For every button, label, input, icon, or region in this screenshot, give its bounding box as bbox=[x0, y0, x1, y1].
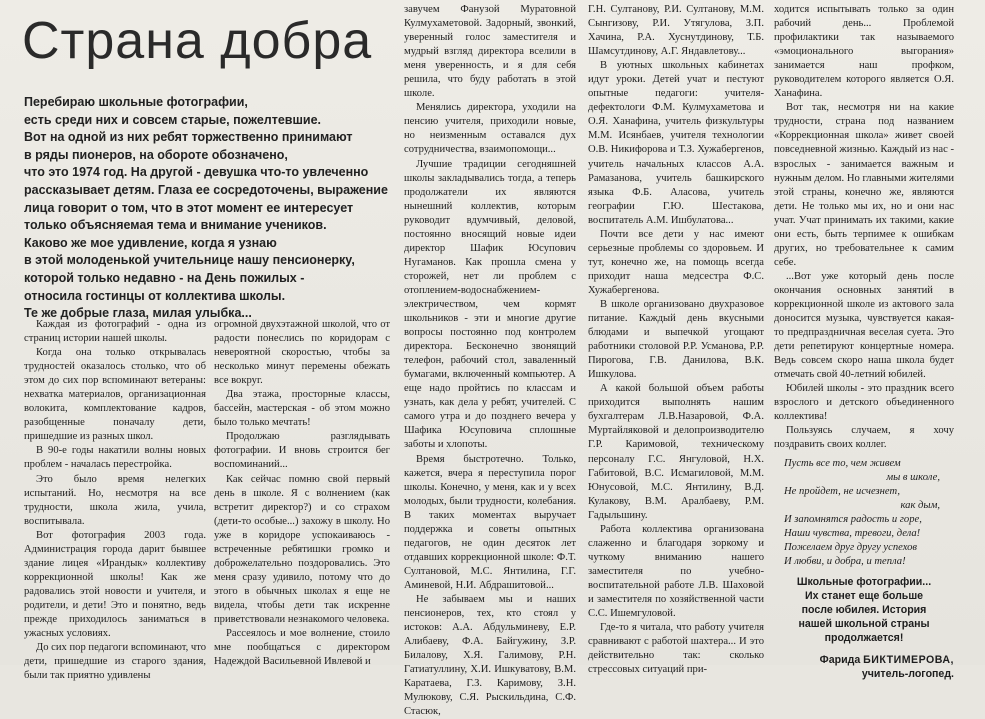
paragraph: Пользуясь случаем, я хочу поздравить своих коллег. bbox=[774, 425, 954, 451]
lead-line: относила гостинцы от коллектива школы. bbox=[24, 288, 286, 303]
article-title: Страна добра bbox=[22, 12, 373, 70]
lead-line: Каково же мое удивление, когда я узнаю bbox=[24, 235, 277, 250]
closing-statement bbox=[774, 575, 954, 645]
paragraph: Лучшие традиции сегодняшней школы закладывались тогда, а теперь продолжатели их являются нынешний коллектив, которым руководит вдумчивый, деловой, постоянно вносящий новые идеи директор Шафик Юсупович Нугаманов. Как прошла смена у сторожей, нет ли проблем с отоплением-водоснабжением-электричеством, чем кормят школьников - эти и многие другие вопросы постоянно под контролем директора. Бесконечно звонящий телефон, рабочий стол, заваленный бумагами, включенный компьютер. А еще надо пройтись по классам и узнать, как дела у ребят, учителей. С самого утра и до позднего вечера у Шафика Юсуповича сплошные заботы и хлопоты. bbox=[404, 158, 576, 451]
paragraph: Юбилей школы - это праздник всего взрослого и детского объединенного коллектива! bbox=[774, 383, 954, 423]
paragraph: Г.Н. Султанову, Р.И. Султанову, М.М. Сынгизову, Р.И. Утягулова, З.П. Хачина, Р.А. Хуснутдинову, Т.Б. Шамсутдинову, А.Г. Яндавлетову... bbox=[588, 4, 764, 58]
closing-line: Школьные фотографии... bbox=[796, 575, 932, 588]
paragraph: ...Вот уже который день после окончания основных занятий в коррекционной школе из актового зала доносится музыка, чувствуется какая-то предпраздничная веселая суета. Это дети репетируют концертные номера. Ведь совсем скоро наша школа будет отмечать свой 40-летний юбилей. bbox=[774, 270, 954, 381]
closing-line: Их станет еще больше bbox=[804, 589, 924, 602]
paragraph: огромной двухэтажной школой, что от радости понеслись по коридорам с невероятной скоростью, чтобы за несколько минут перемены обежать все вокруг. bbox=[214, 319, 390, 387]
text-column-4 bbox=[588, 3, 764, 677]
author-last-name: БИКТИМЕРОВА, bbox=[863, 653, 954, 666]
lead-line: в ряды пионеров, на обороте обозначено, bbox=[24, 147, 288, 162]
paragraph: В уютных школьных кабинетах идут уроки. Детей учат и пестуют опытные педагоги: учителя-дефектологи Ф.М. Кулмухаметова и О.Я. Ханафина, учитель физкультуры М.М. Исянбаев, учителя технологии О.В. Никифорова и Т.З. Хужабергенов, учитель начальных классов А.А. Рамазанова, учитель башкирского языка Ф.Б. Аласова, учитель географии Г.Ю. Шестакова, воспитатель А.М. Ишбулатова... bbox=[588, 60, 764, 226]
lead-line: рассказывает детям. Глаза ее сосредоточены, выражение bbox=[24, 182, 388, 197]
text-column-2 bbox=[214, 318, 390, 669]
lead-line: Перебираю школьные фотографии, bbox=[24, 95, 248, 109]
poem-line: как дым, bbox=[900, 499, 940, 511]
lead-line: есть среди них и совсем старые, пожелтевшие. bbox=[24, 112, 322, 127]
closing-line: после юбилея. История bbox=[801, 603, 927, 616]
text-column-3 bbox=[404, 3, 576, 719]
paragraph: Это было время нелегких испытаний. Но, несмотря на все трудности, школа жила, учила, воспитывала. bbox=[24, 473, 206, 527]
author-name bbox=[774, 653, 954, 667]
lead-line: которой только недавно - на День пожилых - bbox=[24, 270, 305, 285]
poem-line: мы в школе, bbox=[886, 471, 940, 483]
author-first-name: Фарида bbox=[819, 653, 861, 666]
paragraph: Как сейчас помню свой первый день в школе. Я с волнением (как встретит директор?) и со страхом (дети-то особые...) захожу в школу. Но уже в коридоре успокаиваюсь - встреченные ребятишки громко и доброжелательно поздоровались. Это меня сразу удивило, потому что до этого в обычных школах я еще не видела, чтобы дети так искренне приветствовали незнакомого человека. bbox=[214, 473, 390, 625]
paragraph: ходится испытывать только за один рабочий день... Проблемой профилактики так называемого «эмоционального выгорания» занимается наш профком, руководителем которого является О.Я. Ханафина. bbox=[774, 4, 954, 100]
author-role: учитель-логопед. bbox=[861, 667, 954, 680]
lead-line: только объясняемая тема и внимание учеников. bbox=[24, 218, 327, 233]
paragraph: Не забываем мы и наших пенсионеров, тех, кто стоял у истоков: А.А. Абдульминеву, Е.Р. Алибаеву, Ф.А. Байгужину, З.Р. Билалову, Х.Я. Галимову, Р.Н. Гатиатуллину, Х.И. Ишкуватову, В.М. Каратаева, Г.З. Каримову, З.Н. Мулюкову, С.Я. Рыскильдина, С.Ф. Стасюк, bbox=[404, 593, 576, 718]
paragraph: завучем Фанузой Муратовной Кулмухаметовой. Задорный, звонкий, уверенный голос заместителя и мудрый взгляд директора вселили в меня уверенность, и я для себя решила, что буду работать в этой школе. bbox=[404, 4, 576, 100]
text-column-5 bbox=[774, 3, 954, 681]
paragraph: Почти все дети у нас имеют серьезные проблемы со здоровьем. И тут, конечно же, на помощь всегда приходит наша медсестра Ф.С. Хужабергенова. bbox=[588, 228, 764, 296]
paragraph: Рассеялось и мое волнение, стоило мне пообщаться с директором Надеждой Васильевной Ивлевой и bbox=[214, 628, 390, 668]
paragraph: Вот так, несмотря ни на какие трудности, страна под названием «Коррекционная школа» живет своей повседневной жизнью. Каждый из нас - взрослых - занимается важным и нужным делом. Но главными жителями этой страны, конечно же, являются дети. Не только мы их, но и они нас учат. Учат принимать их такими, какие они есть, быть терпимее к ошибкам других, но требовательнее к самим себе. bbox=[774, 102, 954, 268]
poem-line: Не пройдет, не исчезнет, bbox=[784, 485, 901, 497]
paragraph: До сих пор педагоги вспоминают, что дети, пришедшие из старого здания, были так приятно удивлены bbox=[24, 642, 206, 682]
lead-line: лица говорит о том, что в этот момент ее интересует bbox=[24, 200, 354, 215]
text-column-1 bbox=[24, 318, 206, 683]
paragraph: Менялись директора, уходили на пенсию учителя, приходили новые, но неизменным оставался дух сотрудничества, взаимопомощи... bbox=[404, 102, 576, 156]
lead-line: в этой молоденькой учительнице нашу пенсионерку, bbox=[24, 253, 355, 268]
poem bbox=[774, 457, 954, 569]
poem-line: Пусть все то, чем живем bbox=[784, 457, 901, 469]
closing-line: продолжается! bbox=[824, 631, 904, 644]
paragraph: Где-то я читала, что работу учителя сравнивают с работой шахтера... И это действительно так: сколько стрессовых ситуаций при- bbox=[588, 622, 764, 676]
poem-line: Наши чувства, тревоги, дела! bbox=[784, 527, 921, 539]
lead-line: Вот на одной из них ребят торжественно принимают bbox=[24, 130, 353, 145]
poem-line: Пожелаем друг другу успехов bbox=[784, 541, 918, 553]
paragraph: А какой большой объем работы приходится выполнять нашим бухгалтерам Л.В.Назаровой, Ф.А. Муртайляковой и делопроизводителю Г.Р. Каримовой, техническому персоналу Г.С. Янгуловой, Н.Х. Габитовой, В.С. Исмагиловой, М.М. Юнусовой, М.С. Янтилину, В.Д. Кулакову, В.М. Аралбаеву, Р.М. Гадыльшину. bbox=[588, 383, 764, 521]
author-signature bbox=[774, 653, 954, 681]
article-lead bbox=[24, 94, 394, 323]
paragraph: Продолжаю разглядывать фотографии. И вновь строится бег воспоминаний... bbox=[214, 431, 390, 471]
lead-line: что это 1974 год. На другой - девушка что-то увлеченно bbox=[24, 165, 369, 180]
paragraph: Каждая из фотографий - одна из страниц истории нашей школы. bbox=[24, 319, 206, 345]
lead-line: Те же добрые глаза, милая улыбка... bbox=[24, 306, 252, 321]
paragraph: Вот фотография 2003 года. Администрация города дарит бывшее здание лицея «Ирандык» коллективу коррекционной школы! Как же радовались этой новости и учителя, и родители, и дети! Это и понятно, ведь прежде приходилось заниматься в ужасных условиях. bbox=[24, 529, 206, 640]
poem-line: И любви, и добра, и тепла! bbox=[784, 555, 906, 567]
paragraph: В 90-е годы накатили волны новых проблем - началась перестройка. bbox=[24, 445, 206, 471]
paragraph: Два этажа, просторные классы, бассейн, мастерская - об этом можно было только мечтать! bbox=[214, 389, 390, 429]
poem-line: И запомнятся радость и горе, bbox=[784, 513, 922, 525]
closing-line: нашей школьной страны bbox=[798, 617, 930, 630]
paragraph: В школе организовано двухразовое питание. Каждый день вкусными блюдами и выпечкой угощают работники столовой Р.Р. Усманова, Р.Р. Пирогова, Г.В. Данилова, В.К. Ишкулова. bbox=[588, 298, 764, 381]
paragraph: Время быстротечно. Только, кажется, вчера я переступила порог школы. Конечно, у меня, как и у всех молодых, были трудности, колебания. В таких моментах выручает поддержка и советы опытных педагогов, не один десяток лет отдавших коррекционной школе: Ф.Т. Султановой, М.С. Янтилина, Г.Г. Аминевой, Н.И. Абдрашитовой... bbox=[404, 453, 576, 591]
paragraph: Работа коллектива организована слаженно и благодаря зоркому и чуткому вниманию нашего заместителя по учебно-воспитательной работе Л.В. Шаховой и заместителя по хозяйственной части С.С. Ишемгуловой. bbox=[588, 523, 764, 620]
paragraph: Когда она только открывалась трудностей оказалось столько, что об этом до сих пор вспоминают ветераны: нехватка материалов, организационная волокита, комплектование кадров, разобщенные поначалу дети, пришедшие из разных школ. bbox=[24, 347, 206, 443]
